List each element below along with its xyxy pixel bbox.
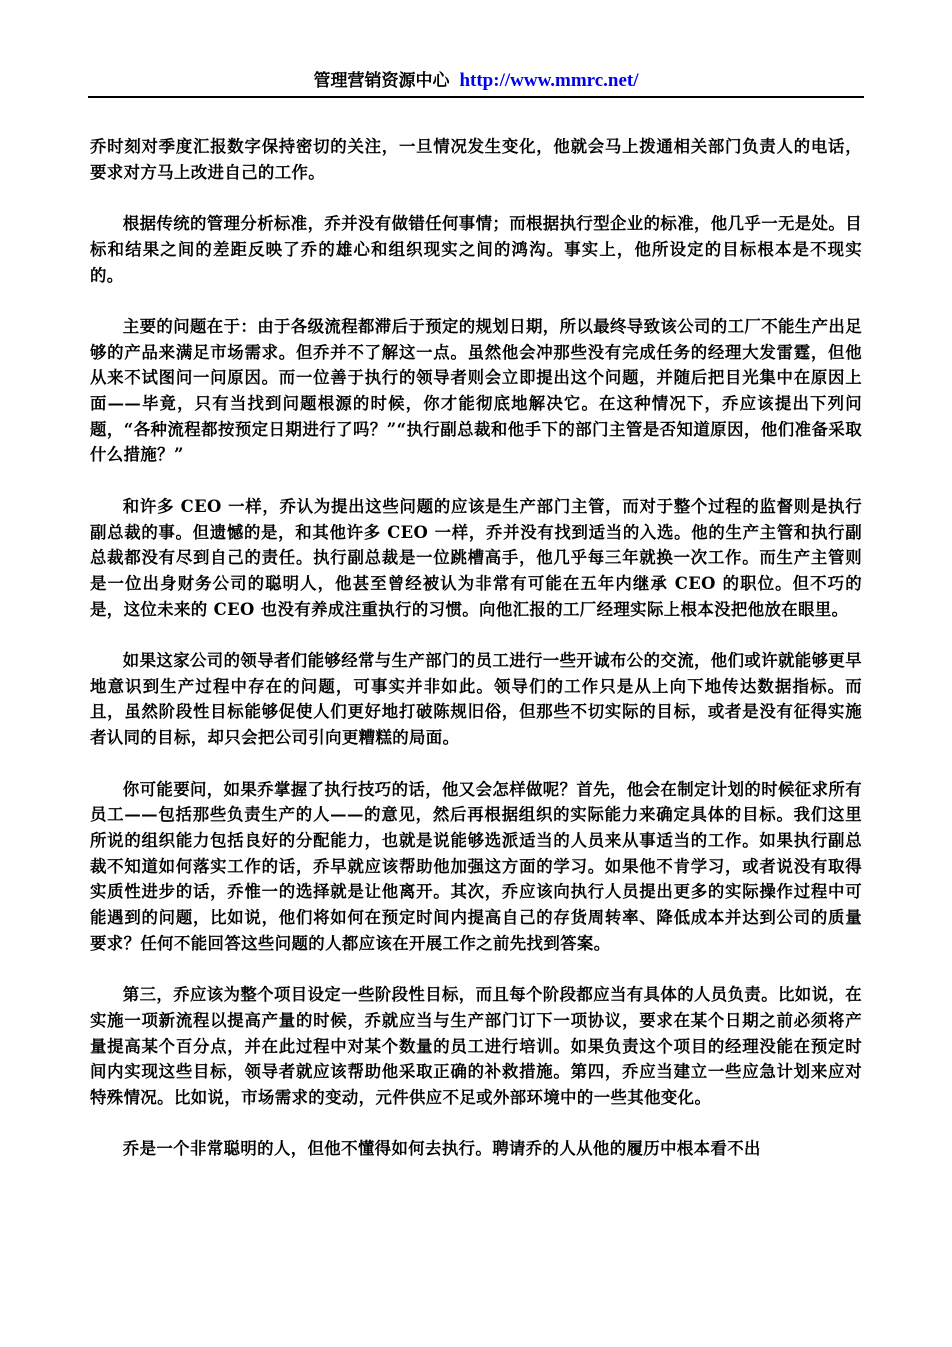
paragraph: 乔时刻对季度汇报数字保持密切的关注，一旦情况发生变化，他就会马上拨通相关部门负责人的电话，要求对方马上改进自己的工作。 [90, 137, 862, 182]
body-text [90, 134, 862, 1162]
site-url-link[interactable]: http://www.mmrc.net/ [459, 70, 639, 91]
paragraph: 乔是一个非常聪明的人，但他不懂得如何去执行。聘请乔的人从他的履历中根本看不出 [122, 1139, 761, 1159]
paragraph: 如果这家公司的领导者们能够经常与生产部门的员工进行一些开诚布公的交流，他们或许就能够更早地意识到生产过程中存在的问题，可事实并非如此。领导们的工作只是从上向下地传达数据指标。而且，虽然阶段性目标能够促使人们更好地打破陈规旧俗，但那些不切实际的目标，或者是没有征得实施者认同的目标，却只会把公司引向更糟糕的局面。 [90, 651, 862, 748]
page-header [88, 66, 864, 96]
site-name: 管理营销资源中心 [313, 71, 450, 91]
paragraph: 主要的问题在于：由于各级流程都滞后于预定的规划日期，所以最终导致该公司的工厂不能生产出足够的产品来满足市场需求。但乔并不了解这一点。虽然他会冲那些没有完成任务的经理大发雷霆，但他从来不试图问一问原因。而一位善于执行的领导者则会立即提出这个问题，并随后把目光集中在原因上面——毕竟，只有当找到问题根源的时候，你才能彻底地解决它。在这种情况下，乔应该提出下列问题，“各种流程都按预定日期进行了吗？”“执行副总裁和他手下的部门主管是否知道原因，他们准备采取什么措施？” [90, 316, 862, 465]
paragraph: 你可能要问，如果乔掌握了执行技巧的话，他又会怎样做呢？首先，他会在制定计划的时候征求所有员工——包括那些负责生产的人——的意见，然后再根据组织的实际能力来确定具体的目标。我们这里所说的组织能力包括良好的分配能力，也就是说能够选派适当的人员来从事适当的工作。如果执行副总裁不知道如何落实工作的话，乔早就应该帮助他加强这方面的学习。如果他不肯学习，或者说没有取得实质性进步的话，乔惟一的选择就是让他离开。其次，乔应该向执行人员提出更多的实际操作过程中可能遇到的问题，比如说，他们将如何在预定时间内提高自己的存货周转率、降低成本并达到公司的质量要求？任何不能回答这些问题的人都应该在开展工作之前先找到答案。 [90, 779, 862, 953]
paragraph: 根据传统的管理分析标准，乔并没有做错任何事情；而根据执行型企业的标准，他几乎一无是处。目标和结果之间的差距反映了乔的雄心和组织现实之间的鸿沟。事实上，他所设定的目标根本是不现实的。 [90, 214, 862, 285]
header-divider [88, 96, 864, 98]
paragraph: 和许多 CEO 一样，乔认为提出这些问题的应该是生产部门主管，而对于整个过程的监督则是执行副总裁的事。但遗憾的是，和其他许多 CEO 一样，乔并没有找到适当的入选。他的生产主管和执行副总裁都没有尽到自己的责任。执行副总裁是一位跳槽高手，他几乎每三年就换一次工作。而生产主管则是一位出身财务公司的聪明人，他甚至曾经被认为非常有可能在五年内继承 CEO 的职位。但不巧的是，这位未来的 CEO 也没有养成注重执行的习惯。向他汇报的工厂经理实际上根本没把他放在眼里。 [90, 496, 862, 619]
paragraph: 第三，乔应该为整个项目设定一些阶段性目标，而且每个阶段都应当有具体的人员负责。比如说，在实施一项新流程以提高产量的时候，乔就应当与生产部门订下一项协议，要求在某个日期之前必须将产量提高某个百分点，并在此过程中对某个数量的员工进行培训。如果负责这个项目的经理没能在预定时间内实现这些目标，领导者就应该帮助他采取正确的补救措施。第四，乔应当建立一些应急计划来应对特殊情况。比如说，市场需求的变动，元件供应不足或外部环境中的一些其他变化。 [90, 985, 862, 1107]
